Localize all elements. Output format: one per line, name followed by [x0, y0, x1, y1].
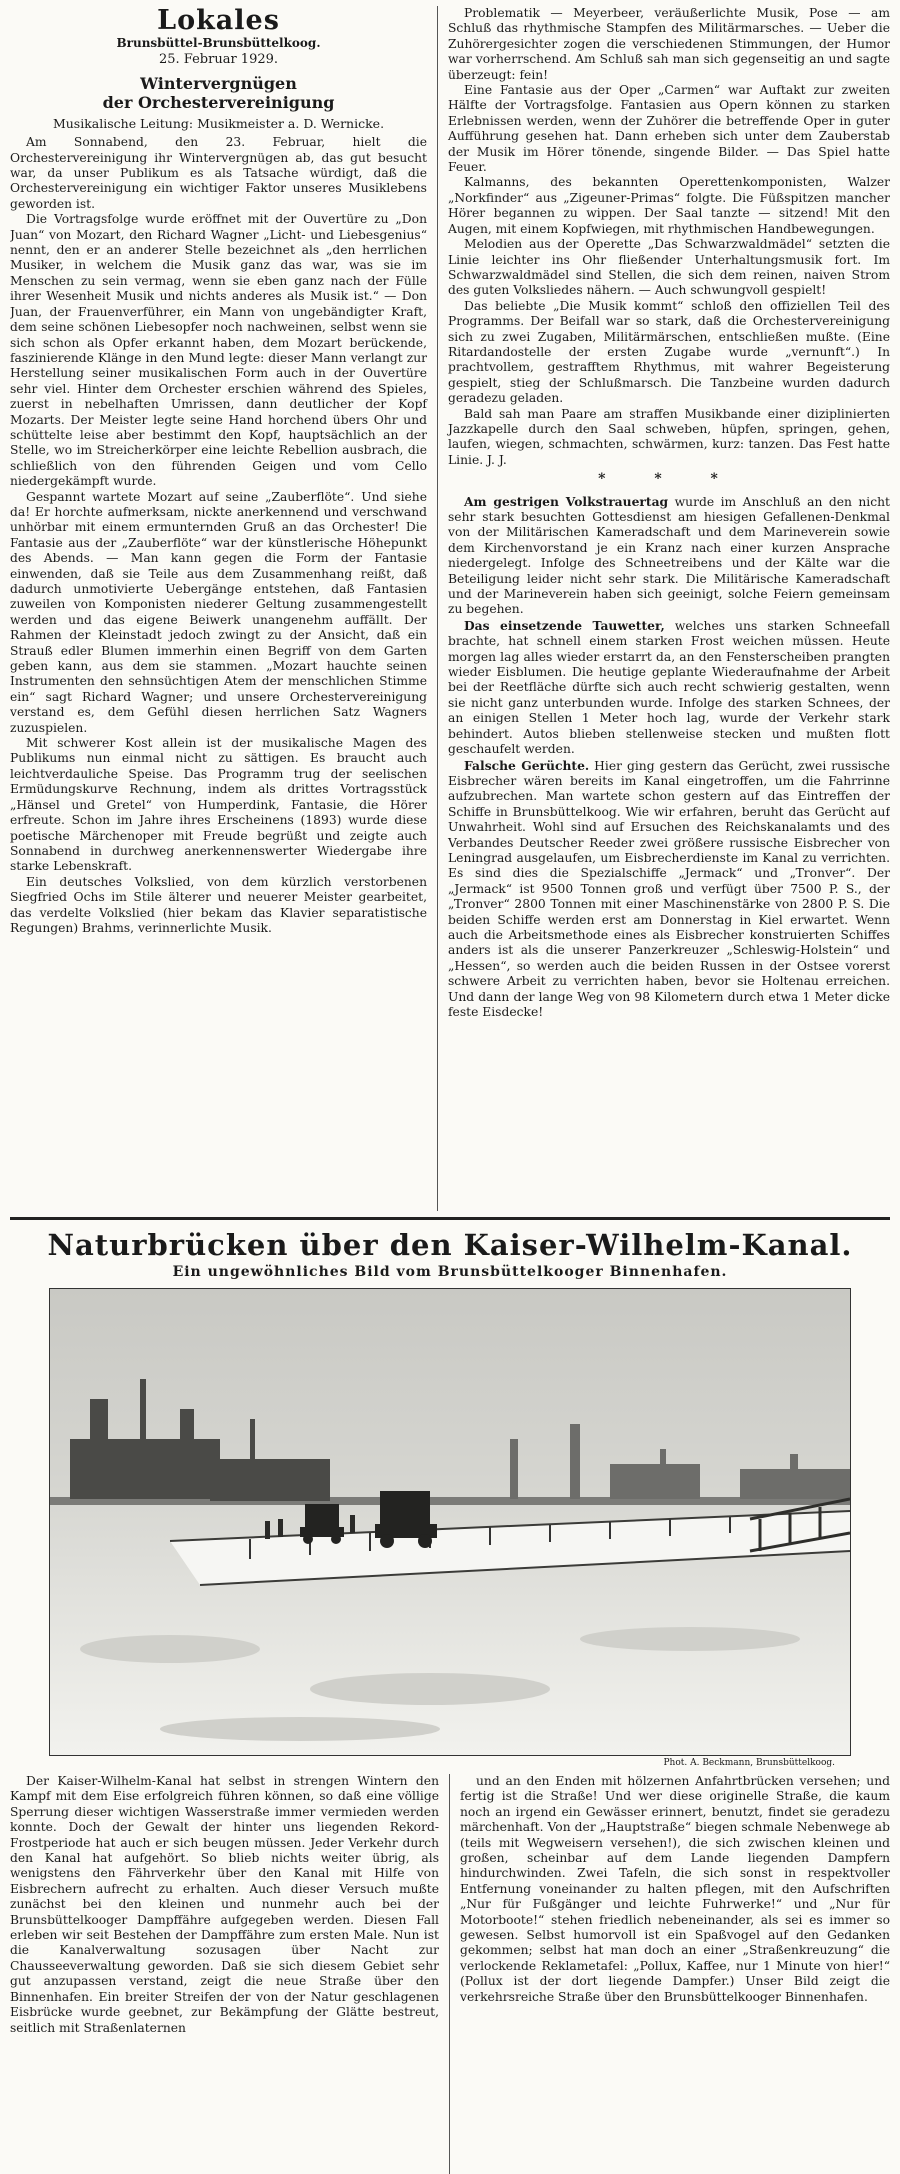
feature-title: Naturbrücken über den Kaiser-Wilhelm-Kanal. [47, 1228, 853, 1262]
news-item-text: Hier ging gestern das Gerücht, zwei russische Eisbrecher wären bereits im Kanal eingetroffen, um die Fahrrinne aufzubrechen. Man wartete schon gestern auf das Eintreffen der Schiffe in Brunsbüttelkoog. Wie wir erfahren, beruht das Gerücht auf Unwahrheit. Wohl sind auf Ersuchen des Reichskanalamts und des Verbandes Deutscher Reeder zwei größere russische Eisbrecher von Leningrad ausgelaufen, um Eisbrecherdienste im Kanal zu verrichten. Es sind dies die Spezialschiffe „Jermack“ und „Tronver“. Der „Jermack“ ist 9500 Tonnen groß und verfügt über 7500 P. S., der „Tronver“ 2800 Tonnen mit einer Maschinenstärke von 2800 P. S. Die beiden Schiffe werden erst am Donnerstag in Kiel erwartet. Wenn auch die Arbeitsmethode eines als Eisbrecher konstruierten Schiffes anders ist als die unserer Panzerkreuzer „Schleswig-Holstein“ und „Hessen“, so werden auch die beiden Russen in der Ostsee vorerst schwere Arbeit zu verrichten haben, bevor sie Holtenau erreichen. Und dann der lange Weg von 98 Kilometern durch etwa 1 Meter dicke feste Eisdecke! [448, 758, 890, 1019]
article-paragraph: Eine Fantasie aus der Oper „Carmen“ war Auftakt zur zweiten Hälfte der Vortragsfolge. Fantasien aus Opern können zu starken Erlebnissen werden, wenn der Zuhörer die betreffende Oper in guter Aufführung gesehen hat. Dann erheben sich unter dem Zauberstab der Musik im Hörer tönende, singende Bilder. — Das Spiel hatte Feuer. [448, 83, 890, 175]
news-item-text: wurde im Anschluß an den nicht sehr stark besuchten Gottesdienst am hiesigen Gefallenen-Denkmal von der Militärischen Kameradschaft und dem Marineverein sowie dem Kirchenvorstand je ein Kranz nach einer kurzen Ansprache niedergelegt. Infolge des Schneetreibens und der Kälte war die Beteiligung leider nicht sehr stark. Die Militärische Kameradschaft und der Marineverein haben sich geeinigt, solche Feiern gemeinsam zu begehen. [448, 494, 890, 617]
article-paragraph: Kalmanns, des bekannten Operettenkomponisten, Walzer „Norkfinder“ aus „Zigeuner-Primas“ folgte. Die Füßspitzen mancher Hörer begannen zu wippen. Der Saal tanzte — sitzend! Mit den Augen, mit einem Kopfwiegen, mit rhythmischen Handbewegungen. [448, 175, 890, 236]
article-paragraph: Gespannt wartete Mozart auf seine „Zauberflöte“. Und siehe da! Er horchte aufmerksam, nickte anerkennend und verschwand unhörbar mit einem ermunternden Gruß an das Orchester! Die Fantasie aus der „Zauberflöte“ war der künstlerische Höhepunkt des Abends. — Man kann gegen die Form der Fantasie einwenden, daß sie Teile aus dem Zusammenhang reißt, daß dadurch unmotivierte Uebergänge entstehen, daß Fantasien zuweilen von Komponisten niederer Geltung zusammengestellt werden und das eigene Beiwerk unangenehm auffällt. Der Rahmen der Kleinstadt jedoch zwingt zu der Ansicht, daß ein Strauß edler Blumen immerhin einen Begriff von dem Garten geben kann, aus dem sie stammen. „Mozart hauchte seinen Instrumenten den sehnsüchtigen Atem der menschlichen Stimme ein“ sagt Richard Wagner; und unsere Orchestervereinigung verstand es, dem Gefühl diesen herrlichen Satz Wagners zuzuspielen. [10, 489, 427, 735]
frozen-canal-photo-illustration [50, 1289, 850, 1755]
article-lead: Musikalische Leitung: Musikmeister a. D. Wernicke. [52, 115, 385, 131]
article-paragraph: Mit schwerer Kost allein ist der musikalische Magen des Publikums nun einmal nicht zu sättigen. Es braucht auch leichtverdauliche Speise. Das Programm trug der seelischen Ermüdungskurve Rechnung, indem als drittes Vortragsstück „Hänsel und Gretel“ von Humperdink, Fantasie, die Hörer erfreute. Schon im Jahre ihres Erscheinens (1893) wurde diese poetische Märchenoper mit Freude begrüßt und zeigte auch Sonnabend in durchweg anerkennenswerter Wiedergabe ihre starke Lebenskraft. [10, 736, 427, 874]
feature-left-column [10, 1774, 450, 2174]
article-paragraph: Problematik — Meyerbeer, veräußerlichte Musik, Pose — am Schluß das rhythmische Stampfen des Militärmarsches. — Ueber die Zuhörergesichter zogen die verschiedenen Stimmungen, der Humor war vorherrschend. Am Schluß sah man sich gegenseitig an und sagte überzeugt: fein! [448, 6, 890, 82]
news-item [448, 494, 890, 618]
article-paragraph: Am Sonnabend, den 23. Februar, hielt die Orchestervereinigung ihr Wintervergnügen ab, das gut besucht war, da unser Publikum es als Tatsache würdigt, daß die Orchestervereinigung ein wichtiger Faktor unseres Musiklebens geworden ist. [10, 135, 427, 211]
news-item [448, 618, 890, 758]
news-item-lead: Am gestrigen Volkstrauertag [464, 493, 669, 509]
feature-paragraph: Der Kaiser-Wilhelm-Kanal hat selbst in strengen Wintern den Kampf mit dem Eise erfolgreich führen können, so daß eine völlige Sperrung dieser wichtigen Wasserstraße immer vermieden werden konnte. Doch der Gewalt der hinter uns liegenden Rekord-Frostperiode hat auch er sich beugen müssen. Jeder Verkehr durch den Kanal hat aufgehört. So blieb nichts weiter übrig, als wenigstens den Fährverkehr über den Kanal mit Hilfe von Eisbrechern aufrecht zu erhalten. Auch dieser Versuch mußte zunächst bei den kleinen und nunmehr auch bei der Brunsbüttelkooger Dampffähre aufgegeben werden. Diesen Fall erleben wir seit Bestehen der Dampffähre zum ersten Male. Nun ist die Kanalverwaltung sozusagen über Nacht zur Chausseeverwaltung geworden. Daß sie sich diesem Gebiet sehr gut anzupassen verstand, zeigt die neue Straße über den Binnenhafen. Ein breiter Streifen der von der Natur geschlagenen Eisbrücke wurde geebnet, zur Bekämpfung der Glätte bestreut, seitlich mit Straßenlaternen [10, 1774, 439, 2035]
section-divider-stars: * * * [598, 471, 740, 488]
news-item-lead: Das einsetzende Tauwetter, [464, 617, 665, 633]
news-item [448, 758, 890, 1021]
article-title-2: der Orchestervereinigung [102, 92, 335, 112]
article-paragraph: Die Vortragsfolge wurde eröffnet mit der Ouvertüre zu „Don Juan“ von Mozart, den Richard Wagner „Licht- und Liebesgenius“ nennt, den er an anderer Stelle bezeichnet als „den herrlichen Musiker, in welchem die Musik ganz das war, was sie im Menschen zu sein vermag, wenn sie eben ganz nach der Fülle ihrer Wesenheit Musik und nichts anderes als Musik ist.“ — Don Juan, der Frauenverführer, ein Mann von ungebändigter Kraft, dem seine schönen Liebesopfer noch nachweinen, selbst wenn sie sich schon als Opfer erkannt haben, dem Mozart berückende, faszinierende Klänge in den Mund legte: dieser Mann verlangt zur Herstellung seiner musikalischen Form auch in der Ouvertüre sehr viel. Hinter dem Orchester erschien während des Spieles, zuerst in nebelhaften Umrissen, dann deutlicher der Kopf Mozarts. Der Meister legte seine Hand horchend übers Ohr und schüttelte leise aber bestimmt den Kopf, hauptsächlich an der Stelle, wo im Streicherkörper eine leichte Rebellion ausbrach, die schließlich von den führenden Geigen und vom Cello niedergekämpft wurde. [10, 212, 427, 489]
section-title: Lokales [157, 6, 280, 36]
article-paragraph: Ein deutsches Volkslied, von dem kürzlich verstorbenen Siegfried Ochs im Stile älterer und neuerer Meister gearbeitet, das verdelte Volkslied (hier bekam das Klavier separatistische Regungen) Brahms, verinnerlichte Musik. [10, 874, 427, 935]
issue-date: 25. Februar 1929. [158, 52, 279, 68]
article-title: Wintervergnügen [140, 73, 297, 93]
article-paragraph: Das beliebte „Die Musik kommt“ schloß den offiziellen Teil des Programms. Der Beifall war so stark, daß die Orchestervereinigung sich zu zwei Zugaben, Militärmärschen, entschließen mußte. (Eine Ritardandostelle der ersten Zugabe wurde „vernunft“.) In prachtvollem, gestrafftem Rhythmus, mit wahrer Begeisterung gespielt, stieg der Schlußmarsch. Die Tanzbeine wurden dadurch geradezu geladen. [448, 298, 890, 406]
article-paragraph: Bald sah man Paare am straffen Musikbande einer diziplinierten Jazzkapelle durch den Saal schweben, hüpfen, springen, gehen, laufen, wiegen, schmachten, schwärmen, kurz: tanzen. Das Fest hatte Linie. J. J. [448, 406, 890, 467]
feature-right-column [450, 1774, 890, 2174]
news-item-text: welches uns starken Schneefall brachte, hat schnell einem starken Frost weichen müssen. Heute morgen lag alles wieder erstarrt da, an den Fensterscheiben prangten wieder Eisblumen. Die heutige geplante Wiederaufnahme der Arbeit bei der Reetfläche dürfte sich auch recht schwierig gestalten, wenn sie nicht ganz unterbunden wurde. Infolge des starken Schnees, der an einigen Stellen 1 Meter hoch lag, wurde der Verkehr stark behindert. Autos blieben stellenweise stecken und mußten flott geschaufelt werden. [448, 618, 890, 757]
top-section [10, 6, 890, 1211]
photo-credit: Phot. A. Beckmann, Brunsbüttelkoog. [663, 1758, 835, 1768]
news-item-lead: Falsche Gerüchte. [464, 757, 590, 773]
feature-subtitle: Ein ungewöhnliches Bild vom Brunsbüttelkooger Binnenhafen. [172, 1264, 728, 1280]
feature-photo [49, 1288, 851, 1756]
article-paragraph: Melodien aus der Operette „Das Schwarzwaldmädel“ setzten die Linie leichter ins Ohr fließender Unterhaltungsmusik fort. Im Schwarzwaldmädel sind Stellen, die sich dem reinen, naiven Strom des guten Volksliedes nähern. — Auch schwungvoll gespielt! [448, 237, 890, 298]
feature-paragraph: und an den Enden mit hölzernen Anfahrtbrücken versehen; und fertig ist die Straße! Und wer diese originelle Straße, die kaum noch an irgend ein Gewässer erinnert, benutzt, findet sie geradezu märchenhaft. Von der „Hauptstraße“ biegen schmale Nebenwege ab (teils mit Wegweisern versehen!), die sich zwischen kleinen und großen, scheinbar auf dem Lande liegenden Dampfern hindurchwinden. Zwei Tafeln, die sich sonst in respektvoller Entfernung voneinander zu halten pflegen, mit den Aufschriften „Nur für Fußgänger und leichte Fuhrwerke!“ und „Nur für Motorboote!“ stehen friedlich nebeneinander, als sei es immer so gewesen. Selbst humorvoll ist ein Spaßvogel auf den Gedanken gekommen; selbst hat man doch an einer „Straßenkreuzung“ die verlockende Reklametafel: „Pollux, Kaffee, nur 1 Minute von hier!“ (Pollux ist der dort liegende Dampfer.) Unser Bild zeigt die verkehrsreiche Straße über den Brunsbüttelkooger Binnenhafen. [460, 1774, 890, 2004]
section-rule [10, 1217, 890, 1220]
section-subtitle: Brunsbüttel-Brunsbüttelkoog. [116, 36, 321, 50]
feature-columns [10, 1774, 890, 2174]
right-column [438, 6, 890, 1211]
left-column [10, 6, 438, 1211]
